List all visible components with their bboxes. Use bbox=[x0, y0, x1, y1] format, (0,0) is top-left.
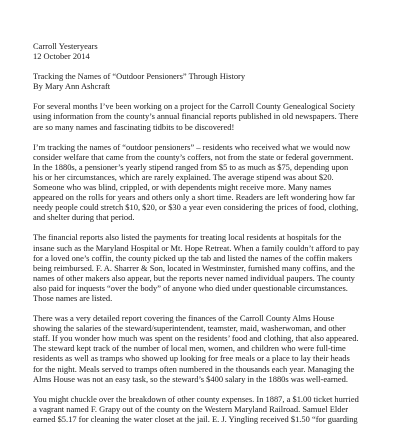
paragraph-3: The financial reports also listed the payments for treating local residents at hospitals for the insane such as the Maryland Hospital or Mt. Hope Retreat. When a family couldn’t afford to pay for a loved one’s coffin, the county picked up the tab and listed the names of the coffin makers being reimbursed. F. A. Sharrer & Son, located in Westminster, furnished many coffins, and the names of other makers also appear, but the reports never named individual paupers. The county also paid for inquests “over the body” of anyone who died under questionable circumstances. Those names are listed. bbox=[33, 232, 360, 303]
paragraph-2: I’m tracking the names of “outdoor pensioners” – residents who received what we would now consider welfare that came from the county’s coffers, not from the state or federal government. In the 1880s, a pensioner’s yearly stipend ranged from $5 to as much as $75, depending upon his or her circumstances, which are rarely explained. The average stipend was about $20. Someone who was blind, crippled, or with dependents might receive more. Many names appeared on the rolls for years and others only a short time. Readers are left wondering how far needy people could stretch $10, $20, or $30 a year even considering the prices of food, clothing, and shelter during that period. bbox=[33, 141, 359, 223]
article-byline: By Mary Ann Ashcraft bbox=[33, 81, 111, 92]
paragraph-5: You might chuckle over the breakdown of other county expenses. In 1887, a $1.00 ticket hurried a vagrant named F. Grapy out of the county on the Western Maryland Railroad. Samuel Elder earned $5.17 for cleaning the water closet at the jail. E. J. Yingling received $1.50 “for guarding bbox=[33, 393, 359, 424]
article-body bbox=[33, 101, 360, 424]
publication-date: 12 October 2014 bbox=[33, 51, 90, 62]
paragraph-4: There was a very detailed report covering the finances of the Carroll County Alms House showing the salaries of the steward/superintendent, teamster, maid, washerwoman, and other staff. If you wonder how much was spent on the residents’ food and clothing, that also appeared. The steward kept track of the number of local men, women, and children who were full-time residents as well as tramps who showed up looking for free meals or a place to lay their heads for the night. Meals served to tramps often numbered in the thousands each year. Managing the Alms House was not an easy task, so the steward’s $400 salary in the 1880s was well-earned. bbox=[33, 313, 359, 384]
article-title-block bbox=[33, 71, 360, 91]
column-header bbox=[33, 41, 360, 61]
paragraph-1: For several months I’ve been working on a project for the Carroll County Genealogical Society using information from the county’s annual financial reports published in old newspapers. There are so many names and fascinating tidbits to be discovered! bbox=[33, 101, 359, 132]
article-title: Tracking the Names of “Outdoor Pensioners” Through History bbox=[33, 71, 246, 82]
column-name: Carroll Yesteryears bbox=[33, 41, 98, 51]
